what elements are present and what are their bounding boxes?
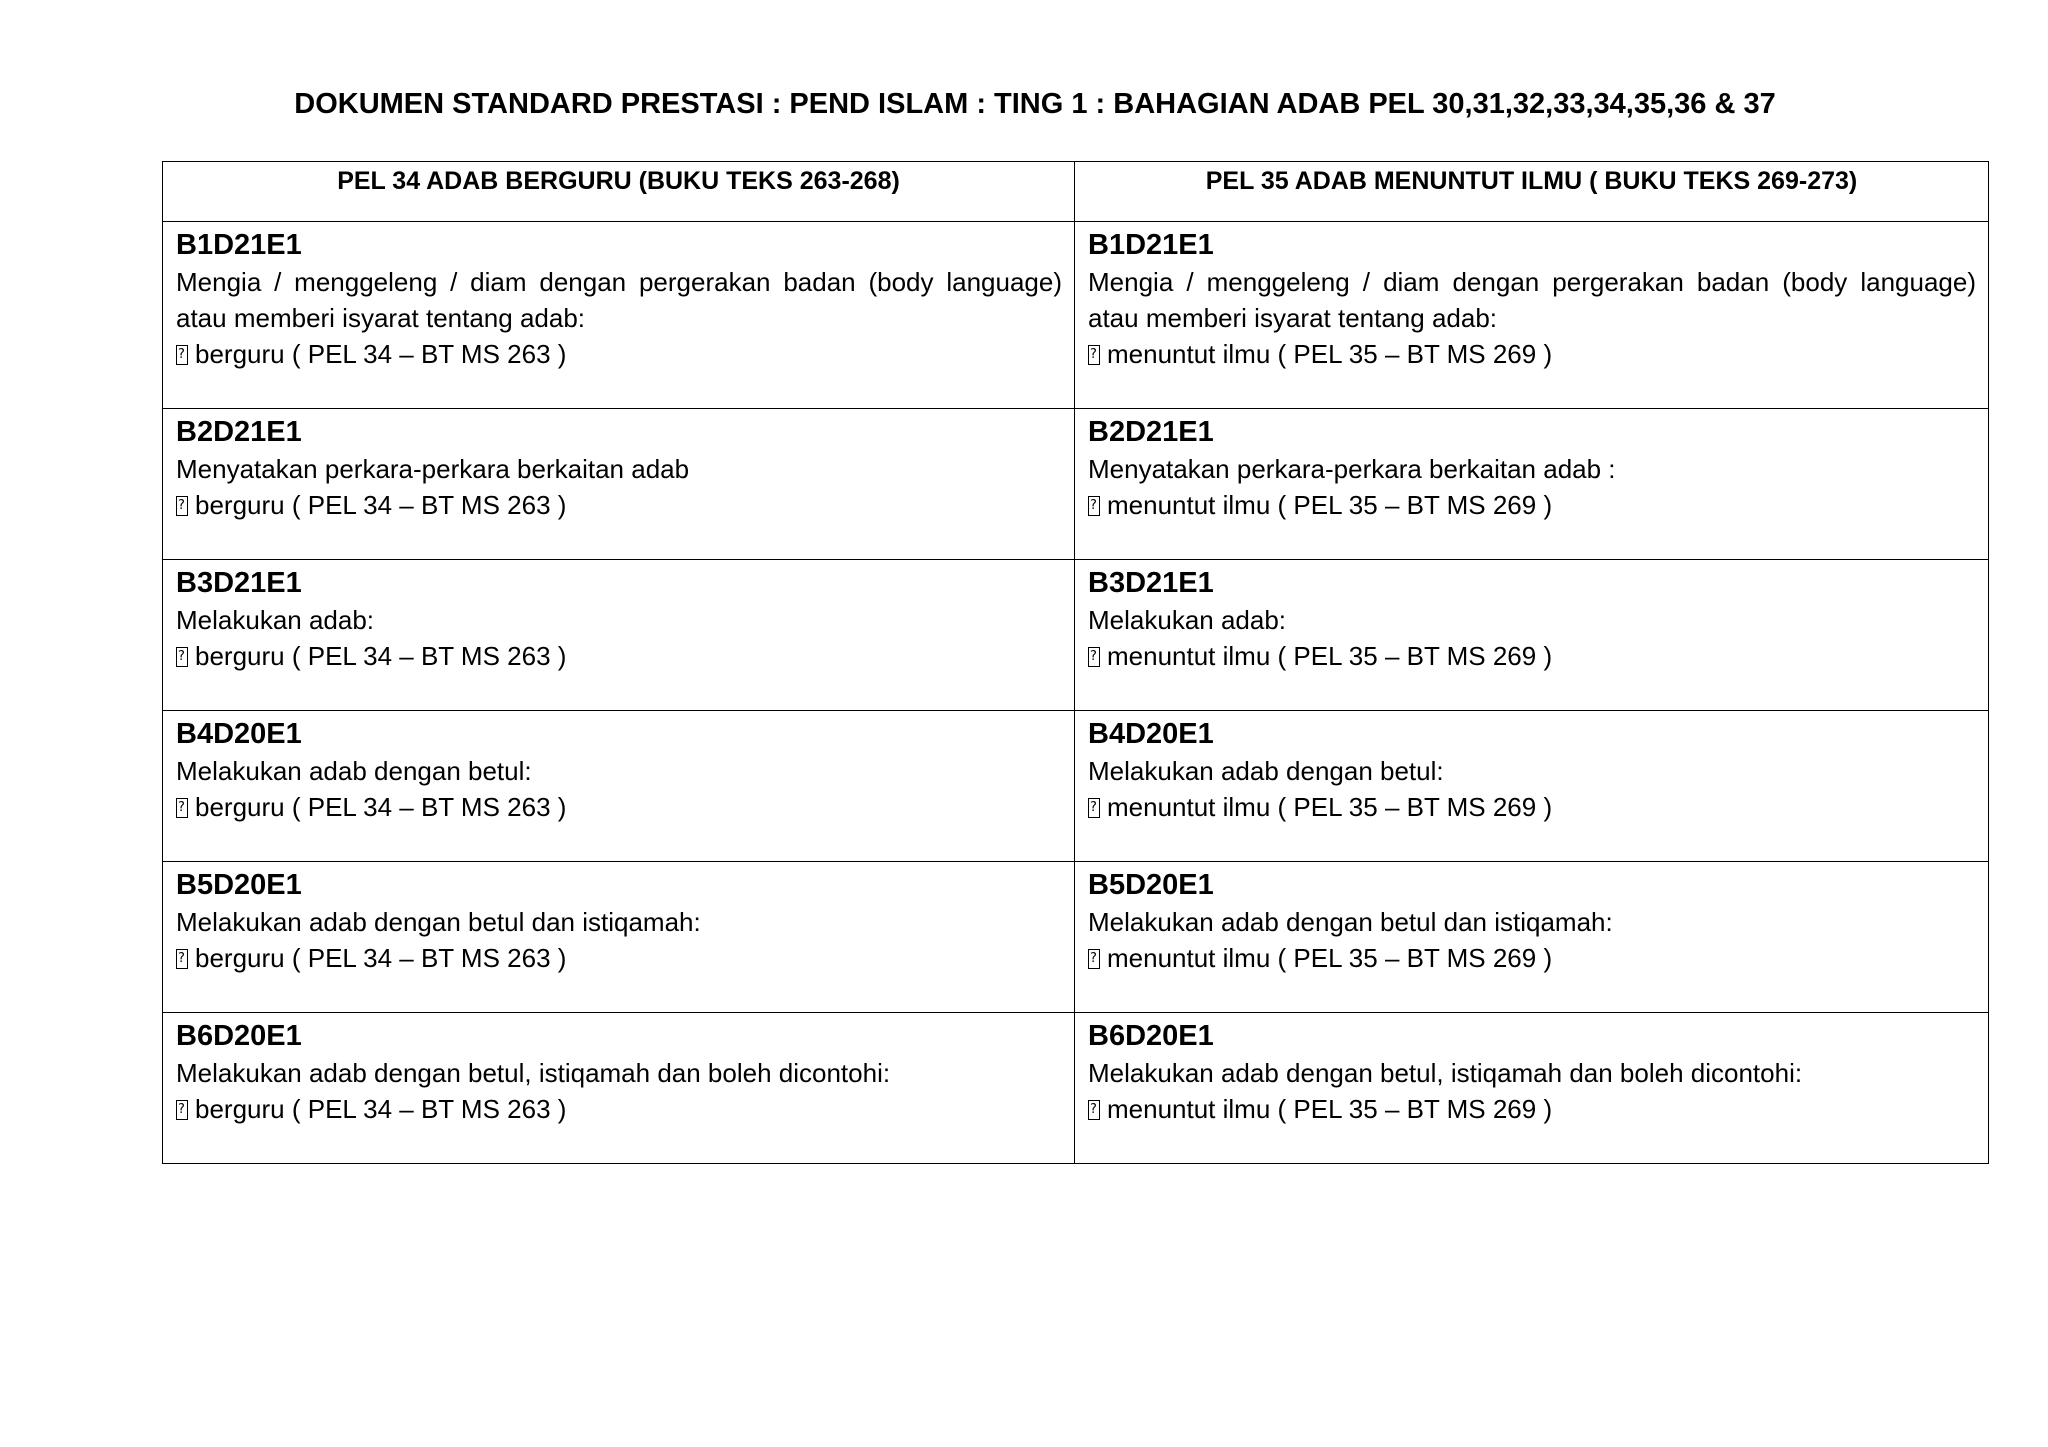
standard-item-text: menuntut ilmu ( PEL 35 – BT MS 269 ) xyxy=(1107,943,1553,973)
table-row xyxy=(163,560,1989,711)
standard-description: Melakukan adab: xyxy=(1088,605,1287,635)
standard-code: B3D21E1 xyxy=(176,567,302,599)
missing-glyph-box-icon xyxy=(176,496,188,516)
standard-code: B1D21E1 xyxy=(1088,229,1214,261)
standard-description: Melakukan adab dengan betul: xyxy=(1088,756,1444,786)
standard-item xyxy=(176,940,1062,976)
standard-cell xyxy=(1075,222,1989,409)
missing-glyph-box-icon xyxy=(1088,949,1100,969)
standard-item xyxy=(176,638,1062,674)
standard-item-text: menuntut ilmu ( PEL 35 – BT MS 269 ) xyxy=(1107,792,1553,822)
standard-item xyxy=(1088,336,1976,372)
table-row xyxy=(163,222,1989,409)
missing-glyph-box-icon xyxy=(176,647,188,667)
standard-description: Melakukan adab: xyxy=(176,605,375,635)
standard-cell xyxy=(1075,409,1989,560)
standard-description: Melakukan adab dengan betul dan istiqamah: xyxy=(1088,907,1613,937)
column-header-pel-34: PEL 34 ADAB BERGURU (BUKU TEKS 263-268) xyxy=(163,162,1075,222)
standard-cell xyxy=(1075,560,1989,711)
standard-cell xyxy=(163,560,1075,711)
standard-item xyxy=(1088,940,1976,976)
document-title: DOKUMEN STANDARD PRESTASI : PEND ISLAM : TING 1 : BAHAGIAN ADAB PEL 30,31,32,33,34,35,36 & 37 xyxy=(294,88,1776,120)
standard-cell xyxy=(1075,1013,1989,1164)
standard-item-text: menuntut ilmu ( PEL 35 – BT MS 269 ) xyxy=(1107,339,1553,369)
table-header-row xyxy=(163,162,1989,222)
standard-cell xyxy=(163,222,1075,409)
standard-item xyxy=(176,487,1062,523)
standard-item-text: menuntut ilmu ( PEL 35 – BT MS 269 ) xyxy=(1107,641,1553,671)
standard-item xyxy=(1088,487,1976,523)
standard-item xyxy=(1088,1091,1976,1127)
standards-table xyxy=(162,161,1989,1164)
missing-glyph-box-icon xyxy=(1088,1100,1100,1120)
standard-item-text: menuntut ilmu ( PEL 35 – BT MS 269 ) xyxy=(1107,490,1553,520)
missing-glyph-box-icon xyxy=(176,798,188,818)
standard-cell xyxy=(163,862,1075,1013)
missing-glyph-box-icon xyxy=(1088,798,1100,818)
standard-item xyxy=(1088,638,1976,674)
standard-item-text: berguru ( PEL 34 – BT MS 263 ) xyxy=(195,792,567,822)
standard-code: B6D20E1 xyxy=(1088,1020,1214,1052)
standard-item xyxy=(1088,789,1976,825)
standard-cell xyxy=(1075,862,1989,1013)
standard-cell xyxy=(1075,711,1989,862)
standard-cell xyxy=(163,409,1075,560)
standard-code: B5D20E1 xyxy=(1088,869,1214,901)
standard-description: Mengia / menggeleng / diam dengan pergerakan badan (body language) atau memberi isyarat tentang adab: xyxy=(176,267,1062,333)
standard-item xyxy=(176,1091,1062,1127)
standard-item-text: berguru ( PEL 34 – BT MS 263 ) xyxy=(195,641,567,671)
missing-glyph-box-icon xyxy=(1088,496,1100,516)
table-row xyxy=(163,862,1989,1013)
standard-code: B2D21E1 xyxy=(176,416,302,448)
missing-glyph-box-icon xyxy=(1088,345,1100,365)
standard-description: Melakukan adab dengan betul, istiqamah dan boleh dicontohi: xyxy=(1088,1058,1803,1088)
standard-item-text: berguru ( PEL 34 – BT MS 263 ) xyxy=(195,943,567,973)
table-row xyxy=(163,1013,1989,1164)
standard-description: Melakukan adab dengan betul dan istiqamah: xyxy=(176,907,701,937)
standard-item xyxy=(176,336,1062,372)
column-header-pel-35: PEL 35 ADAB MENUNTUT ILMU ( BUKU TEKS 269-273) xyxy=(1075,162,1989,222)
table-row xyxy=(163,711,1989,862)
standard-item-text: menuntut ilmu ( PEL 35 – BT MS 269 ) xyxy=(1107,1094,1553,1124)
missing-glyph-box-icon xyxy=(1088,647,1100,667)
standard-code: B5D20E1 xyxy=(176,869,302,901)
standard-cell xyxy=(163,1013,1075,1164)
missing-glyph-box-icon xyxy=(176,1100,188,1120)
standard-description: Menyatakan perkara-perkara berkaitan adab : xyxy=(1088,454,1616,484)
standard-code: B4D20E1 xyxy=(1088,718,1214,750)
standard-item-text: berguru ( PEL 34 – BT MS 263 ) xyxy=(195,339,567,369)
standard-description: Melakukan adab dengan betul, istiqamah dan boleh dicontohi: xyxy=(176,1058,891,1088)
standard-item-text: berguru ( PEL 34 – BT MS 263 ) xyxy=(195,1094,567,1124)
standard-code: B1D21E1 xyxy=(176,229,302,261)
standard-code: B4D20E1 xyxy=(176,718,302,750)
standard-item xyxy=(176,789,1062,825)
standard-code: B2D21E1 xyxy=(1088,416,1214,448)
standard-item-text: berguru ( PEL 34 – BT MS 263 ) xyxy=(195,490,567,520)
standard-description: Melakukan adab dengan betul: xyxy=(176,756,532,786)
standard-description: Menyatakan perkara-perkara berkaitan adab xyxy=(176,454,690,484)
missing-glyph-box-icon xyxy=(176,345,188,365)
standard-cell xyxy=(163,711,1075,862)
table-row xyxy=(163,409,1989,560)
standard-description: Mengia / menggeleng / diam dengan pergerakan badan (body language) atau memberi isyarat tentang adab: xyxy=(1088,267,1976,333)
missing-glyph-box-icon xyxy=(176,949,188,969)
standard-code: B3D21E1 xyxy=(1088,567,1214,599)
standard-code: B6D20E1 xyxy=(176,1020,302,1052)
